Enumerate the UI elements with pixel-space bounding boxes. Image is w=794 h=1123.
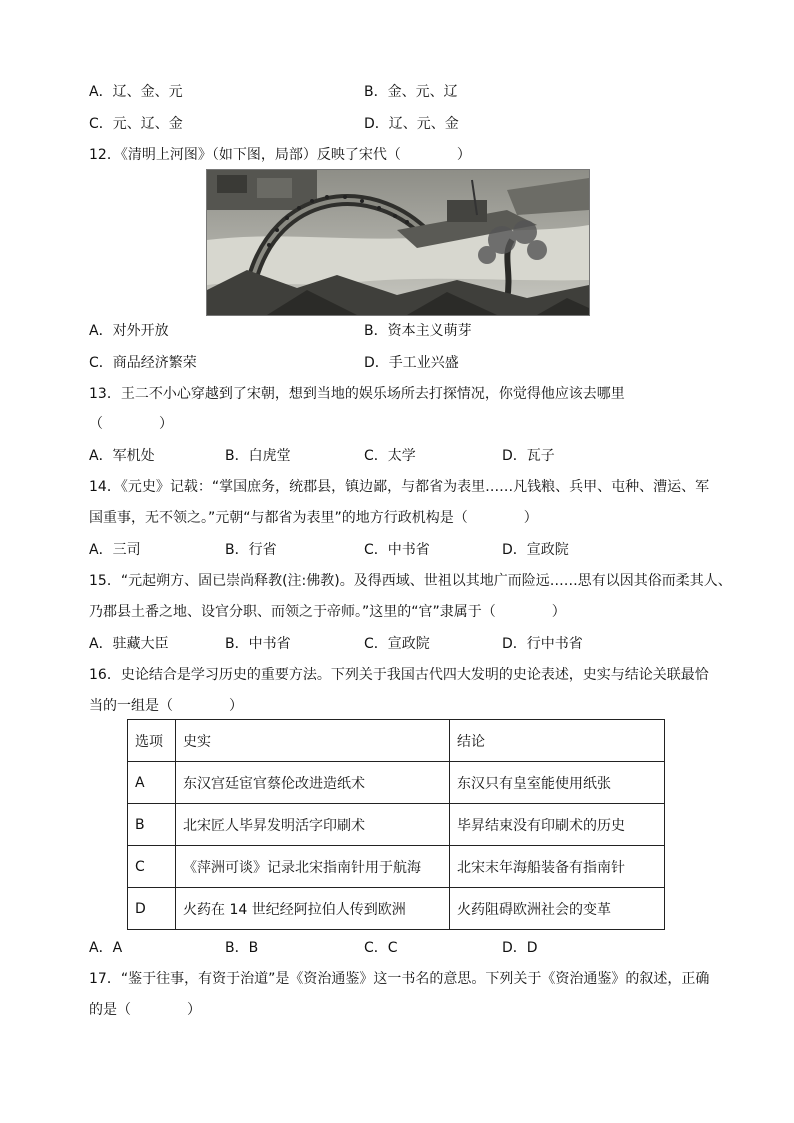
q17-stem-line1: 17．“鉴于往事，有资于治道”是《资治通鉴》这一书名的意思。下列关于《资治通鉴》的叙述，正确 xyxy=(89,971,710,987)
q15-option-d: D．行中书省 xyxy=(502,636,583,652)
q16-option-a: A．A xyxy=(89,940,123,956)
table-header-cell: 选项 xyxy=(128,720,176,762)
q12-option-b: B．资本主义萌芽 xyxy=(364,323,472,339)
table-cell: A xyxy=(128,762,176,804)
table-cell: D xyxy=(128,888,176,930)
table-cell: 《萍洲可谈》记录北宋指南针用于航海 xyxy=(176,846,450,888)
table-cell: 毕昇结束没有印刷术的历史 xyxy=(450,804,665,846)
table-row xyxy=(128,762,665,804)
table-cell: C xyxy=(128,846,176,888)
q16-option-b: B．B xyxy=(225,940,259,956)
q15-stem-line2: 乃郡县土番之地、设官分职、而领之于帝师。”这里的“官”隶属于（ ） xyxy=(89,604,566,620)
table-cell: 北宋匠人毕昇发明活字印刷术 xyxy=(176,804,450,846)
q17-stem-line2: 的是（ ） xyxy=(89,1002,201,1018)
q14-stem-line2: 国重事，无不领之。”元朝“与都省为表里”的地方行政机构是（ ） xyxy=(89,510,538,526)
table-row xyxy=(128,804,665,846)
q14-stem-line1: 14．《元史》记载：“掌国庶务，统郡县，镇边鄙，与都省为表里……凡钱粮、兵甲、屯种、漕运、军 xyxy=(89,479,710,495)
q15-option-a: A．驻藏大臣 xyxy=(89,636,169,652)
q15-stem-line1: 15．“元起朔方、固已崇尚释教(注:佛教)。及得西域、世祖以其地广而险远……思有以因其俗而柔其人、 xyxy=(89,573,732,589)
table-header-cell: 史实 xyxy=(176,720,450,762)
q14-option-c: C．中书省 xyxy=(364,542,430,558)
q15-option-c: C．宣政院 xyxy=(364,636,430,652)
table-header-cell: 结论 xyxy=(450,720,665,762)
q12-stem: 12．《清明上河图》（如下图，局部）反映了宋代（ ） xyxy=(89,147,471,163)
table-cell: 北宋末年海船装备有指南针 xyxy=(450,846,665,888)
q12-option-a: A．对外开放 xyxy=(89,323,169,339)
table-cell: 东汉只有皇室能使用纸张 xyxy=(450,762,665,804)
q14-option-b: B．行省 xyxy=(225,542,277,558)
q13-stem-line2: （ ） xyxy=(89,416,173,432)
q15-option-b: B．中书省 xyxy=(225,636,291,652)
q11-option-c: C．元、辽、金 xyxy=(89,116,183,132)
table-cell: 火药阻碍欧洲社会的变革 xyxy=(450,888,665,930)
q13-stem-line1: 13．王二不小心穿越到了宋朝，想到当地的娱乐场所去打探情况，你觉得他应该去哪里 xyxy=(89,386,625,402)
table-cell: 东汉宫廷宦官蔡伦改进造纸术 xyxy=(176,762,450,804)
table-cell: B xyxy=(128,804,176,846)
table-row xyxy=(128,888,665,930)
q13-option-d: D．瓦子 xyxy=(502,448,555,464)
q16-option-c: C．C xyxy=(364,940,398,956)
table-cell: 火药在 14 世纪经阿拉伯人传到欧洲 xyxy=(176,888,450,930)
q11-option-a: A．辽、金、元 xyxy=(89,84,183,100)
q13-option-a: A．军机处 xyxy=(89,448,155,464)
q13-option-b: B．白虎堂 xyxy=(225,448,291,464)
q12-option-c: C．商品经济繁荣 xyxy=(89,355,197,371)
q12-option-d: D．手工业兴盛 xyxy=(364,355,459,371)
table-header-row xyxy=(128,720,665,762)
q11-option-d: D．辽、元、金 xyxy=(364,116,459,132)
q13-option-c: C．太学 xyxy=(364,448,416,464)
q14-option-a: A．三司 xyxy=(89,542,141,558)
q16-option-d: D．D xyxy=(502,940,538,956)
q16-stem-line1: 16．史论结合是学习历史的重要方法。下列关于我国古代四大发明的史论表述，史实与结论关联最恰 xyxy=(89,667,709,683)
q14-option-d: D．宣政院 xyxy=(502,542,569,558)
q16-stem-line2: 当的一组是（ ） xyxy=(89,698,243,714)
table-row xyxy=(128,846,665,888)
qingming-painting-image xyxy=(206,169,590,316)
q11-option-b: B．金、元、辽 xyxy=(364,84,458,100)
history-table xyxy=(127,719,665,930)
